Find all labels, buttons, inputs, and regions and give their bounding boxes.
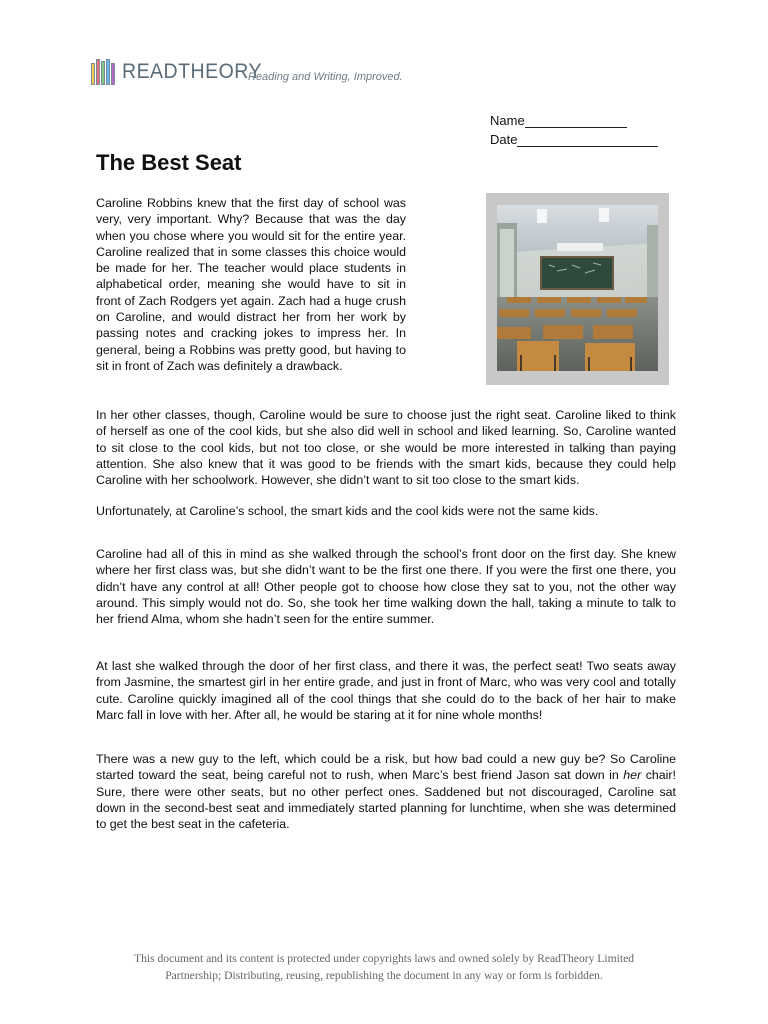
footer-line-2: Partnership; Distributing, reusing, republishing the document in any way or form is forbidden. <box>165 969 603 982</box>
story-title: The Best Seat <box>96 150 242 175</box>
date-field[interactable] <box>490 132 658 147</box>
date-line <box>517 134 658 147</box>
date-label: Date <box>490 132 518 147</box>
paragraph-2: In her other classes, though, Caroline would be sure to choose just the right seat. Caroline liked to think of herself as one of the cool kids, but she also did well in school and liked learning. So, Caroline wanted to sit close to the cool kids, but not too close, or she would be more interested in talking than paying attention. She also knew that it was good to be friends with the smart kids, because they could help Caroline with her schoolwork. However, she didn’t want to sit too close to the smart kids. <box>96 408 676 488</box>
classroom-photo-frame <box>486 193 669 385</box>
classroom-photo <box>497 205 658 371</box>
copyright-footer <box>60 950 708 984</box>
name-line <box>525 115 627 128</box>
emphasized-word: her <box>623 768 642 783</box>
paragraph-3: Unfortunately, at Caroline’s school, the smart kids and the cool kids were not the same kids. <box>96 504 599 518</box>
paragraph-6 <box>96 751 676 832</box>
paragraph-4: Caroline had all of this in mind as she walked through the school’s front door on the first day. She knew where her first class was, but she didn’t want to be the first one there. If you were the first one there, you didn’t have any control at all! Other people got to choose how close they sat to you, not the other way around. This simply would not do. So, she took her time walking down the hall, taking a minute to talk to her friend Alma, whom she hadn’t seen for the entire summer. <box>96 547 676 627</box>
books-logo-icon <box>91 59 116 85</box>
paragraph-5: At last she walked through the door of her first class, and there it was, the perfect seat! Two seats away from Jasmine, the smartest girl in her entire grade, and just in front of Marc, who was very cool and totally cute. Caroline quickly imagined all of the cool things that she could do to the back of her hair to make Marc fall in love with her. After all, he would be staring at it for nine whole months! <box>96 659 676 722</box>
paragraph-6-part-1: There was a new guy to the left, which could be a risk, but how bad could a new guy be? So Caroline started toward the seat, being careful not to rush, when Marc’s best friend Jason sat down in <box>96 752 676 783</box>
readtheory-logo <box>91 58 403 86</box>
name-field[interactable] <box>490 113 627 128</box>
brand-tagline: Reading and Writing, Improved. <box>248 71 403 83</box>
name-label: Name <box>490 113 525 128</box>
brand-name: READTHEORY <box>122 60 262 83</box>
paragraph-1: Caroline Robbins knew that the first day of school was very, very important. Why? Because that was the day when you chose where you would sit for the entire year. Caroline realized that in some classes this choice would be made for her. The teacher would place students in alphabetical order, meaning she would have to sit in front of Zach Rodgers yet again. Zach had a huge crush on Caroline, and would distract her from her work by passing notes and cracking jokes to impress her. In general, being a Robbins was pretty good, but having to sit in front of Zach was definitely a drawback. <box>96 196 406 373</box>
footer-line-1: This document and its content is protected under copyrights laws and owned solely by ReadTheory Limited <box>133 952 635 965</box>
paragraph-6-part-2: chair! Sure, there were other seats, but no other perfect ones. Saddened but not discouraged, Caroline sat down in the second-best seat and immediately started planning for lunchtime, when she was determined to get the best seat in the cafeteria. <box>96 768 676 832</box>
